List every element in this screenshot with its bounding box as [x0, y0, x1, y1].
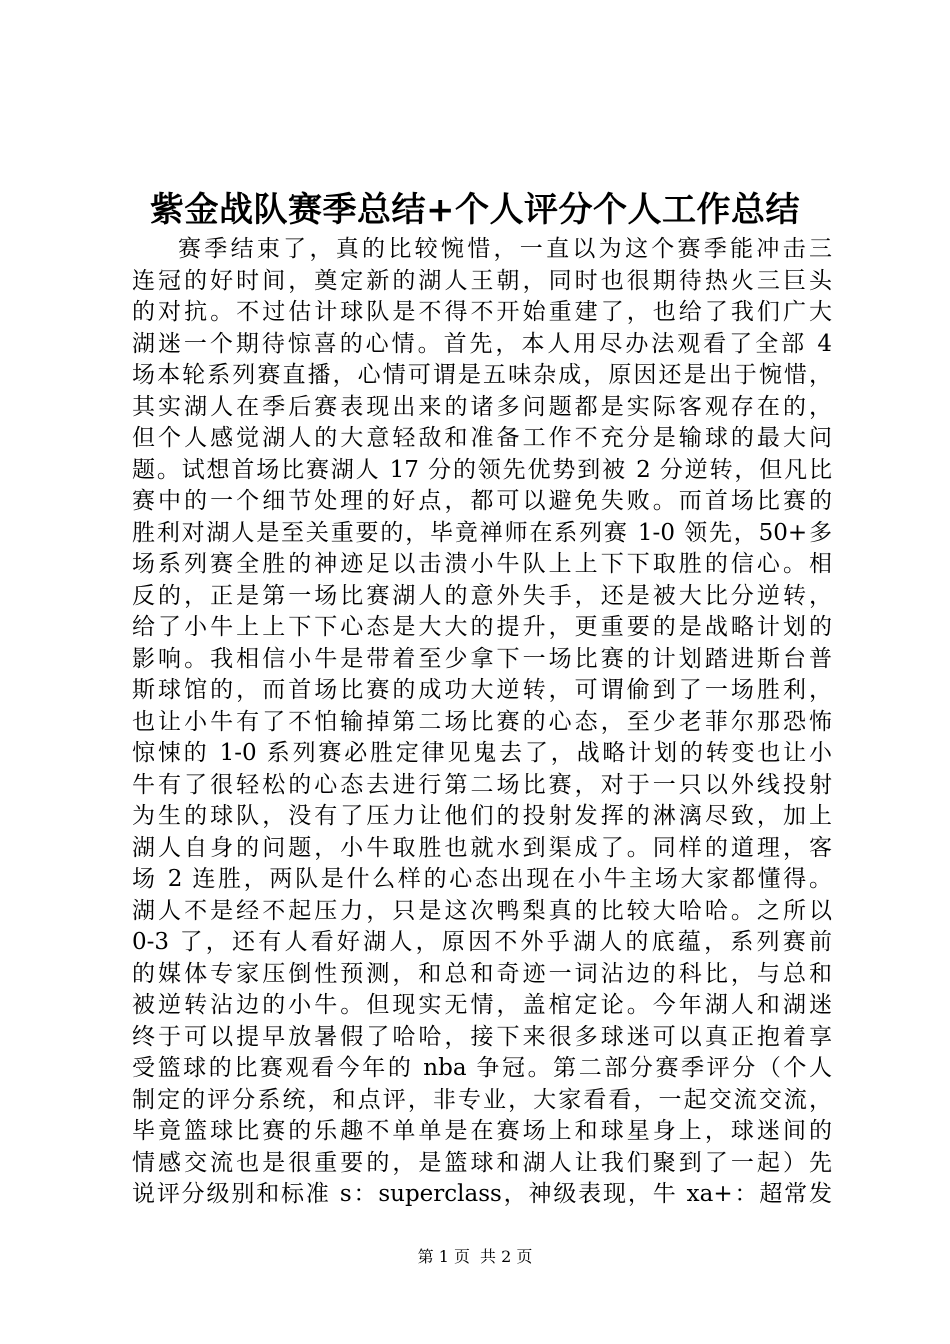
- body-line: 被逆转沾边的小牛。但现实无情，盖棺定论。今年湖人和湖迷: [132, 992, 832, 1018]
- body-line: 0-3 了，还有人看好湖人，原因不外乎湖人的底蕴，系列赛前: [132, 929, 832, 955]
- body-line: 连冠的好时间，奠定新的湖人王朝，同时也很期待热火三巨头: [132, 267, 832, 294]
- body-line: 牛有了很轻松的心态去进行第二场比赛，对于一只以外线投射: [132, 771, 832, 798]
- page-footer: [0, 1246, 950, 1268]
- document-title: 紫金战队赛季总结+个人评分个人工作总结: [150, 190, 800, 230]
- body-line: 毕竟篮球比赛的乐趣不单单是在赛场上和球星身上，球迷间的: [132, 1118, 832, 1144]
- page-number-current: 第 1 页: [417, 1247, 470, 1266]
- body-line: 惊悚的 1-0 系列赛必胜定律见鬼去了，战略计划的转变也让小: [132, 740, 832, 766]
- body-line: 的媒体专家压倒性预测，和总和奇迹一词沾边的科比，与总和: [132, 960, 832, 987]
- body-line: 其实湖人在季后赛表现出来的诸多问题都是实际客观存在的，: [132, 393, 832, 420]
- body-line: 反的，正是第一场比赛湖人的意外失手，还是被大比分逆转，: [132, 582, 832, 609]
- body-line: 场系列赛全胜的神迹足以击溃小牛队上上下下取胜的信心。相: [132, 551, 832, 577]
- body-line: 的对抗。不过估计球队是不得不开始重建了，也给了我们广大: [132, 299, 832, 325]
- body-line: 赛季结束了，真的比较惋惜，一直以为这个赛季能冲击三: [178, 236, 832, 262]
- body-line: 湖迷一个期待惊喜的心情。首先，本人用尽办法观看了全部 4: [132, 330, 832, 357]
- body-line: 湖人不是经不起压力，只是这次鸭梨真的比较大哈哈。之所以: [132, 897, 832, 924]
- body-line: 制定的评分系统，和点评，非专业，大家看看，一起交流交流，: [132, 1086, 832, 1113]
- body-line: 影响。我相信小牛是带着至少拿下一场比赛的计划踏进斯台普: [132, 645, 832, 672]
- document-body: [132, 234, 832, 1211]
- body-line: 也让小牛有了不怕输掉第二场比赛的心态，至少老菲尔那恐怖: [132, 708, 832, 735]
- body-line: 受篮球的比赛观看今年的 nba 争冠。第二部分赛季评分（个人: [132, 1055, 832, 1081]
- page-number-total: 共 2 页: [480, 1247, 533, 1266]
- body-line: 赛中的一个细节处理的好点，都可以避免失败。而首场比赛的: [132, 488, 832, 514]
- body-line: 斯球馆的，而首场比赛的成功大逆转，可谓偷到了一场胜利，: [132, 677, 832, 703]
- body-line: 胜利对湖人是至关重要的，毕竟禅师在系列赛 1-0 领先，50+多: [132, 519, 832, 546]
- body-line: 但个人感觉湖人的大意轻敌和准备工作不充分是输球的最大问: [132, 425, 832, 451]
- body-line: 情感交流也是很重要的，是篮球和湖人让我们聚到了一起）先: [132, 1149, 832, 1176]
- body-line: 终于可以提早放暑假了哈哈，接下来很多球迷可以真正抱着享: [132, 1023, 832, 1050]
- body-line: 为生的球队，没有了压力让他们的投射发挥的淋漓尽致，加上: [132, 803, 832, 829]
- body-line: 说评分级别和标准 s：superclass，神级表现，牛 xa+：超常发: [132, 1181, 832, 1207]
- body-line: 给了小牛上上下下心态是大大的提升，更重要的是战略计划的: [132, 614, 832, 640]
- body-line: 场 2 连胜，两队是什么样的心态出现在小牛主场大家都懂得。: [132, 866, 832, 892]
- body-line: 场本轮系列赛直播，心情可谓是五味杂成，原因还是出于惋惜，: [132, 362, 832, 388]
- body-line: 湖人自身的问题，小牛取胜也就水到渠成了。同样的道理，客: [132, 834, 832, 861]
- body-line: 题。试想首场比赛湖人 17 分的领先优势到被 2 分逆转，但凡比: [132, 456, 832, 483]
